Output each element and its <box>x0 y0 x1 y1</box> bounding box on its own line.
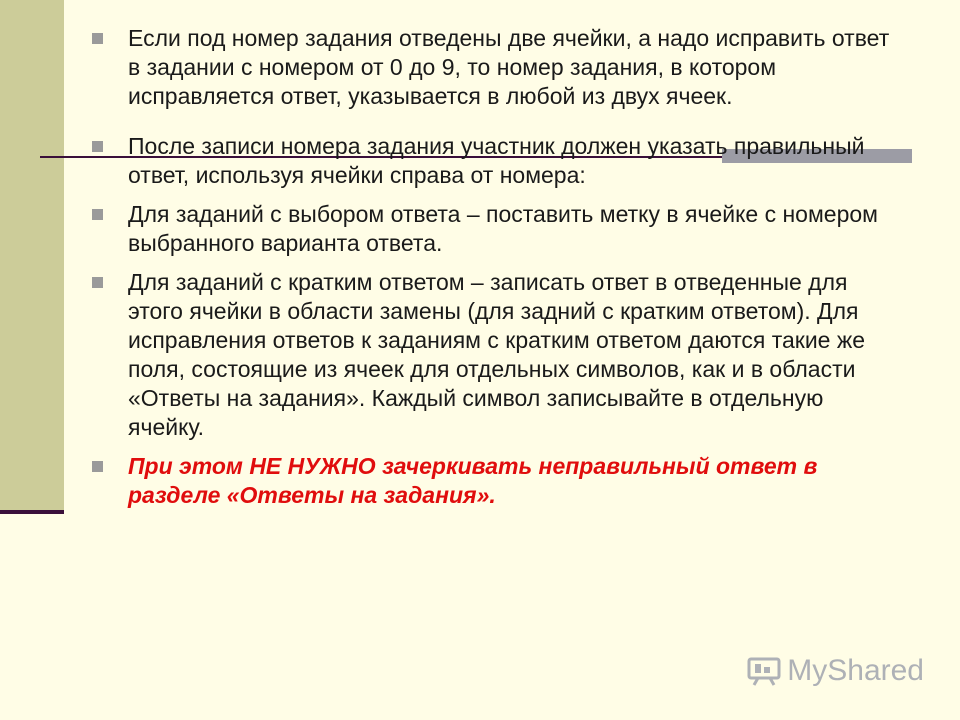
bullet-text: После записи номера задания участник должен указать правильный ответ, используя ячейки справа от номера: <box>128 133 865 188</box>
square-bullet-icon <box>92 141 103 152</box>
square-bullet-icon <box>92 277 103 288</box>
bullet-item <box>92 268 902 442</box>
bullet-text: Для заданий с выбором ответа – поставить метку в ячейке с номером выбранного варианта ответа. <box>128 201 878 256</box>
left-divider <box>0 510 64 514</box>
bullet-text-emphasis: При этом НЕ НУЖНО зачеркивать неправильный ответ в разделе «Ответы на задания». <box>128 453 818 508</box>
bullet-item <box>92 132 902 190</box>
bullet-text: Для заданий с кратким ответом – записать ответ в отведенные для этого ячейки в области замены (для задний с кратким ответом). Для исправления ответов к заданиям с кратким ответом даются такие же поля, состоящие из ячеек для отдельных символов, как и в области «Ответы на задания». Каждый символ записывайте в отдельную ячейку. <box>128 269 866 440</box>
watermark-text: MyShared <box>787 654 924 687</box>
bullet-item <box>92 24 902 111</box>
bullet-text: Если под номер задания отведены две ячейки, а надо исправить ответ в задании с номером от 0 до 9, то номер задания, в котором исправляется ответ, указывается в любой из двух ячеек. <box>128 25 890 109</box>
slide-content <box>92 24 902 520</box>
watermark-logo <box>747 654 924 688</box>
square-bullet-icon <box>92 209 103 220</box>
bullet-item-emphasis <box>92 452 902 510</box>
projector-screen-icon <box>747 656 781 686</box>
bullet-item <box>92 200 902 258</box>
square-bullet-icon <box>92 33 103 44</box>
left-decor-band <box>0 0 64 512</box>
square-bullet-icon <box>92 461 103 472</box>
